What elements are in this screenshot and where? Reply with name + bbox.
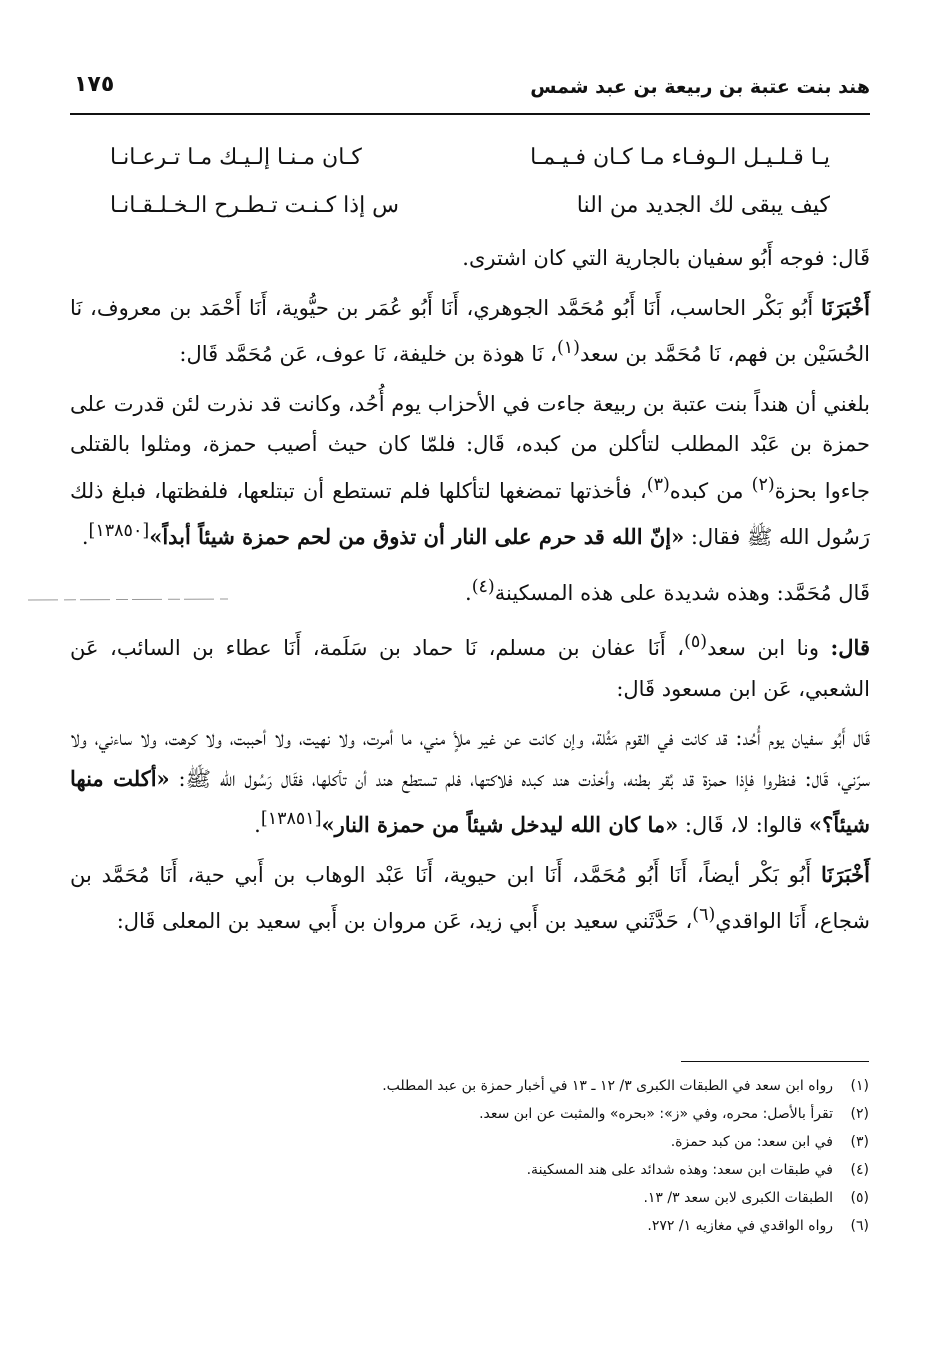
poem-verse: [110, 145, 830, 185]
footnotes: [69, 1072, 869, 1240]
footnote-text: في طبقات ابن سعد: وهذه شدائد على هند المسكينة.: [526, 1162, 833, 1178]
hadith-number: [١٣٨٥١]: [260, 809, 322, 829]
footnote-text: رواه ابن سعد في الطبقات الكبرى ٣/ ١٢ ـ ١٣ في أخبار حمزة بن عبد المطلب.: [382, 1078, 833, 1094]
paragraph-text: ، أَنَا عفان بن مسلم، نَا حماد بن سَلَمة، أَنَا عطاء بن السائب، عَن الشعبي، عَن ابن مسعود قَال:: [70, 636, 870, 701]
footnote-ref[interactable]: (٤): [471, 576, 495, 597]
footnote-number: (٥): [850, 1190, 869, 1206]
verse-second-hemistich: س إذا كـنـت تـطـرح الـخـلـقـانـا: [110, 193, 400, 218]
running-header: [70, 70, 870, 104]
paragraph-text: ، فأخذتها تمضغها لتأكلها فلم تستطع أن تبتلعها، فلفظتها، فبلغ ذلك رَسُول الله ﷺ فقال:: [70, 478, 870, 549]
footnote-text: تقرأ بالأصل: محره، وفي «ز»: «بحره» والمثبت عن ابن سعد.: [479, 1106, 833, 1122]
paragraph: [70, 718, 870, 846]
scan-artifact-line: [28, 597, 228, 603]
isnad-paragraph: [70, 855, 870, 942]
main-text: [70, 238, 870, 951]
paragraph-end: .: [81, 525, 89, 549]
footnote-separator: [681, 1061, 869, 1062]
paragraph-text: أَبُو بَكْر الحاسب، أَنَا أَبُو مُحَمَّد الجوهري، أَنَا أَبُو عُمَر بن حيُّوية، أَنَا أَحْمَد بن معروف، نَا الحُسَيْن بن فهم، نَا مُحَمَّد بن سعد: [70, 295, 870, 366]
page-number: ١٧٥: [74, 72, 115, 97]
verse-second-hemistich: كـان مـنـا إلـيـك مـا تـرعـانـا: [110, 145, 362, 170]
header-rule: [70, 113, 870, 115]
transmission-keyword: أَخْبَرَنَا: [821, 861, 870, 887]
footnote-ref[interactable]: (١): [556, 338, 580, 358]
footnote-number: (٣): [850, 1134, 869, 1150]
footnote-number: (٤): [850, 1162, 869, 1178]
paragraph-text: أَبُو بَكْر أيضاً، أَنَا أَبُو مُحَمَّد، أَنَا ابن حيوية، أَنَا عَبْد الوهاب بن أَبي حية، أَنَا مُحَمَّد بن شجاع، أَنَا الواقدي: [70, 862, 870, 933]
footnote-number: (١): [850, 1078, 869, 1094]
paragraph-text: قَال مُحَمَّد: وهذه شديدة على هذه المسكينة: [494, 580, 870, 605]
paragraph-text: ، حَدَّثَني سعيد بن أَبي زيد، عَن مروان بن أَبي سعيد بن المعلى قَال:: [116, 909, 693, 933]
paragraph: [70, 238, 870, 279]
paragraph: [70, 567, 870, 614]
paragraph-end: .: [254, 813, 261, 837]
footnote-text: الطبقات الكبرى لابن سعد ٣/ ١٣.: [643, 1190, 833, 1206]
footnote-item: [69, 1072, 869, 1100]
footnote-item: [69, 1100, 869, 1128]
footnote-item: [69, 1128, 869, 1156]
paragraph-text: قالوا: لا، قَال:: [678, 813, 810, 837]
footnote-ref[interactable]: (٥): [684, 632, 708, 652]
footnote-number: (٦): [850, 1218, 869, 1234]
isnad-paragraph: [70, 622, 870, 709]
verse-first-hemistich: يـا قـلـيـل الـوفـاء مـا كـان فـيـمـا: [530, 145, 830, 170]
hadith-number: [١٣٨٥٠]: [88, 521, 150, 541]
footnote-item: [69, 1212, 869, 1240]
footnote-ref[interactable]: (٢): [751, 474, 775, 495]
paragraph-text: ونا ابن سعد: [707, 636, 831, 660]
transmission-keyword: قال:: [830, 635, 870, 660]
paragraph-text: من كبده: [669, 478, 752, 503]
footnote-item: [69, 1184, 869, 1212]
header-title: هند بنت عتبة بن ربيعة بن عبد شمس: [530, 76, 870, 98]
paragraph-text: ، نَا هوذة بن خليفة، نَا عوف، عَن مُحَمَّد قَال:: [179, 342, 557, 366]
hadith-quote: «أكلت منها شيئاً؟»: [70, 765, 870, 837]
footnote-text: في ابن سعد: من كبد حمزة.: [670, 1134, 833, 1150]
verse-first-hemistich: كيف يبقى لك الجديد من النا: [576, 193, 830, 218]
hadith-quote: «ما كان الله ليدخل شيئاً من حمزة النار»: [321, 812, 679, 837]
footnote-item: [69, 1156, 869, 1184]
footnote-text: رواه الواقدي في مغازيه ١/ ٢٧٢.: [647, 1218, 833, 1234]
isnad-paragraph: [70, 288, 870, 375]
hadith-quote: «إنّ الله قد حرم على النار أن تذوق من لحم حمزة شيئاً أبداً»: [149, 524, 685, 549]
transmission-keyword: أَخْبَرَنَا: [821, 294, 870, 320]
footnote-ref[interactable]: (٦): [692, 905, 716, 925]
paragraph-text: بلغني أن هنداً بنت عتبة بن ربيعة جاءت في الأحزاب يوم أُحُد، وكانت قد نذرت لئن قدرت على حمزة بن عَبْد المطلب لتأكلن من كبده، قَال: فلمّا كان حيث أصيب حمزة، ومثلوا بالقتلى جاءوا بحزة: [70, 391, 870, 503]
paragraph: [70, 384, 870, 558]
poem-verse: [110, 193, 830, 233]
footnote-number: (٢): [850, 1106, 869, 1122]
paragraph-text: قَال أَبُو سفيان يوم أُحُد: قد كانت في القوم مَثُلة، وإن كانت عن غير ملأٍ مني، ما أمرت، ولا نهيت، ولا أحببت، ولا كرهت، ولا ساءني، ولا سرّني، قَال: فنظروا فإذا حمزة قد بُقر بطنه، وأخذت هند كبده فلاكتها، فلم تستطع هند أن تأكلها، فقَال رَسُول الله ﷺ:: [70, 726, 870, 791]
footnote-ref[interactable]: (٣): [646, 474, 670, 495]
paragraph-text: قَال: فوجه أَبُو سفيان بالجارية التي كان اشترى.: [462, 246, 870, 270]
paragraph-end: .: [465, 580, 472, 605]
